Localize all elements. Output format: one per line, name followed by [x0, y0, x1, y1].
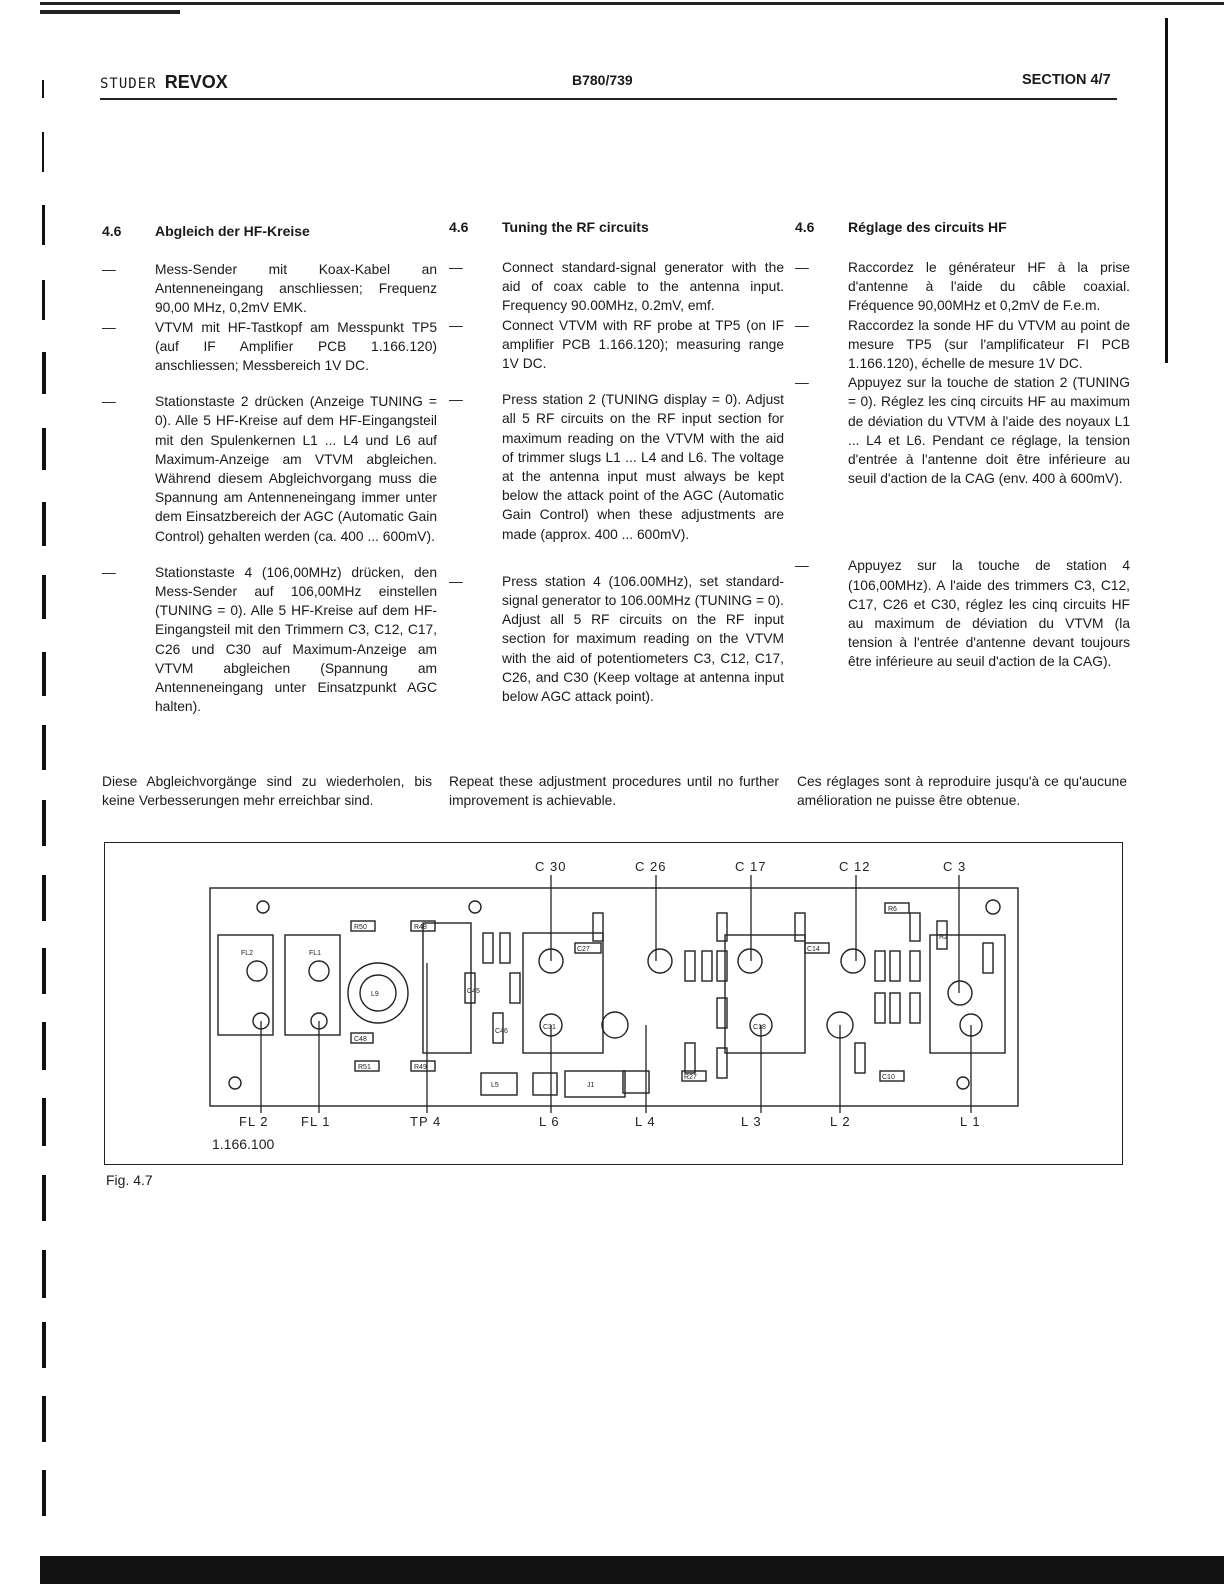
- part-label: C10: [882, 1074, 895, 1081]
- binder-mark: [42, 1396, 46, 1442]
- bottom-label: TP 4: [410, 1114, 442, 1129]
- bottom-label: L 2: [830, 1114, 851, 1129]
- binder-mark: [42, 352, 46, 394]
- fl2-hole: [247, 961, 267, 981]
- part-label: FL2: [241, 950, 254, 957]
- part-label: R27: [684, 1074, 697, 1081]
- top-label: C 17: [735, 859, 767, 874]
- bottom-label: L 4: [635, 1114, 656, 1129]
- dash: —: [102, 319, 116, 335]
- binder-mark: [42, 1175, 46, 1221]
- step-item: [449, 572, 784, 706]
- step-item: [102, 392, 437, 546]
- step-text: Connect standard-signal generator with the aid of coax cable to the antenna input. Frequency 90.00MHz, 0.2mV, emf.: [502, 260, 784, 314]
- part-label: L9: [371, 991, 379, 998]
- top-label: C 26: [635, 859, 667, 874]
- step-text: Stationstaste 2 drücken (Anzeige TUNING = 0). Alle 5 HF-Kreise auf dem HF-Eingangsteil mit den Spulenkernen L1 ... L4 und L6 auf Maximum-Anzeige am VTVM abgleichen. Während diesem Abgleichvorgang muss die Spannung am Antenneneingang immer unter dem Einsatzbereich der AGC (Automatic Gain Control) gehalten werden (ca. 400 ... 600mV).: [155, 394, 437, 544]
- pcb-figure: [104, 842, 1123, 1165]
- section-title: Réglage des circuits HF: [848, 219, 1007, 235]
- figure-caption: Fig. 4.7: [106, 1172, 153, 1188]
- dash: —: [795, 375, 809, 391]
- binder-mark: [42, 652, 46, 696]
- dash: —: [795, 260, 809, 275]
- step-text: Mess-Sender mit Koax-Kabel an Antenneneingang anschliessen; Frequenz 90,00 MHz, 0,2mV EMK.: [155, 262, 437, 316]
- step-text: VTVM mit HF-Tastkopf am Messpunkt TP5 (auf IF Amplifier PCB 1.166.120) anschliessen; Messbereich 1V DC.: [155, 319, 437, 374]
- dash: —: [449, 260, 463, 275]
- column-german: [102, 222, 437, 716]
- step-item: [449, 316, 784, 374]
- step-text: Connect VTVM with RF probe at TP5 (on IF amplifier PCB 1.166.120); measuring range 1V DC.: [502, 317, 784, 372]
- part-label: C14: [807, 946, 820, 953]
- footer-english: Repeat these adjustment procedures until no further improvement is achievable.: [449, 774, 779, 809]
- step-text: Stationstaste 4 (106,00MHz) drücken, den Mess-Sender auf 106,00MHz einstellen (TUNING = 0). Alle 5 HF-Kreise auf dem HF-Eingangsteil mit den Trimmern C3, C12, C17, C26 und C30 auf Maximum-Anzeige am VTVM abgleichen (Spannung am Antenneneingang unter Einsatzpunkt AGC halten).: [155, 564, 437, 715]
- dash: —: [102, 394, 116, 410]
- step-text: Appuyez sur la touche de station 2 (TUNING = 0). Réglez les cinq circuits HF au maximum de déviation du VTVM à l'aide des noyaux L1 ... L4 et L6. Pendant ce réglage, la tension d'entrée à l'antenne doit être inférieure au seuil d'action de la CAG (env. 400 à 600mV).: [848, 375, 1130, 487]
- footer-german: Diese Abgleichvorgänge sind zu wiederholen, bis keine Verbesserungen mehr erreichbar sind.: [102, 774, 432, 809]
- step-text: Raccordez la sonde HF du VTVM au point de mesure TP5 (sur l'amplificateur FI PCB 1.166.120), échelle de mesure 1V DC.: [848, 317, 1130, 372]
- part-label: C31: [543, 1024, 556, 1031]
- binder-mark: [42, 428, 46, 470]
- binder-mark: [42, 948, 46, 994]
- part-label: J1: [587, 1082, 595, 1089]
- section-heading: [795, 218, 1130, 240]
- step-text: Press station 2 (TUNING display = 0). Adjust all 5 RF circuits on the RF input section for maximum reading on the VTVM with the aid of trimmer slugs L1 ... L4 and L6. The voltage at the antenna input must always be kept below the attack point of the AGC (Automatic Gain Control) when these adjustments are made (approx. 400 ... 600mV).: [502, 392, 784, 542]
- part-label: R48: [414, 924, 427, 931]
- step-item: [795, 258, 1130, 316]
- binder-mark: [42, 80, 44, 98]
- section-title: Tuning the RF circuits: [502, 219, 649, 235]
- section-title: Abgleich der HF-Kreise: [155, 223, 310, 239]
- dash: —: [102, 564, 116, 580]
- footer-french: Ces réglages sont à reproduire jusqu'à ce qu'aucune amélioration ne puisse être obtenue.: [797, 774, 1127, 809]
- binder-mark: [42, 575, 46, 619]
- column-english: [449, 218, 784, 706]
- step-item: [795, 556, 1130, 671]
- binder-mark: [42, 800, 46, 846]
- part-label: L5: [491, 1082, 499, 1089]
- step-item: [449, 258, 784, 316]
- binder-mark: [42, 1322, 46, 1368]
- binder-mark: [42, 205, 45, 245]
- top-label: C 30: [535, 859, 567, 874]
- binder-mark: [42, 1250, 46, 1298]
- dash: —: [102, 262, 116, 277]
- binder-mark: [42, 502, 46, 546]
- part-label: R50: [354, 924, 367, 931]
- part-label: C18: [753, 1024, 766, 1031]
- dash: —: [795, 317, 809, 333]
- part-label: R49: [414, 1064, 427, 1071]
- step-item: [102, 563, 437, 717]
- dash: —: [449, 392, 463, 408]
- part-label: C45: [467, 988, 480, 995]
- brand-logo: STUDER REVOX: [100, 72, 228, 92]
- right-scan-edge: [1165, 18, 1168, 363]
- section-heading: [449, 218, 784, 240]
- bottom-label: L 1: [960, 1114, 981, 1129]
- binder-mark: [42, 875, 46, 921]
- step-item: [449, 390, 784, 544]
- binder-mark: [42, 1022, 46, 1070]
- step-item: [795, 373, 1130, 488]
- step-item: [102, 260, 437, 318]
- top-label: C 12: [839, 859, 871, 874]
- section-num: 4.6: [795, 219, 815, 235]
- part-label: C48: [354, 1036, 367, 1043]
- fl1-hole: [309, 961, 329, 981]
- step-item: [795, 316, 1130, 374]
- dash: —: [795, 558, 809, 574]
- header-rule: [100, 98, 1117, 100]
- binder-mark: [42, 280, 45, 320]
- step-text: Appuyez sur la touche de station 4 (106,00MHz). A l'aide des trimmers C3, C12, C17, C26 et C30, réglez les cinq circuits HF au maximum de déviation du VTVM (la tension à l'entrée d'antenne devant toujours être inférieure au seuil d'action de la CAG).: [848, 558, 1130, 670]
- dash: —: [449, 317, 463, 333]
- part-label: C46: [495, 1028, 508, 1035]
- pcb-number: 1.166.100: [212, 1136, 275, 1152]
- part-label: FL1: [309, 950, 322, 957]
- step-text: Raccordez le générateur HF à la prise d'antenne à l'aide du câble coaxial. Fréquence 90,00MHz et 0,2mV de F.e.m.: [848, 260, 1130, 314]
- bottom-label: FL 1: [301, 1114, 331, 1129]
- binder-mark: [42, 1098, 46, 1146]
- pcb-diagram: [105, 843, 1122, 1164]
- binder-mark: [42, 132, 44, 172]
- top-scan-edge: [40, 2, 1224, 5]
- part-label: R6: [888, 906, 897, 913]
- section-num: 4.6: [102, 223, 122, 239]
- bottom-label: FL 2: [239, 1114, 269, 1129]
- top-label: C 3: [943, 859, 967, 874]
- binder-mark: [42, 1470, 46, 1516]
- dash: —: [449, 573, 463, 589]
- step-text: Press station 4 (106.00MHz), set standard-signal generator to 106.00MHz (TUNING = 0). Adjust all 5 RF circuits on the RF input section for maximum reading on the VTVM with the aid of potentiometers C3, C12, C17, C26, and C30 (Keep voltage at antenna input below AGC attack point).: [502, 573, 784, 705]
- pcb-board-outline: [210, 888, 1018, 1106]
- binder-mark: [42, 725, 46, 770]
- bottom-label: L 6: [539, 1114, 560, 1129]
- bottom-label: L 3: [741, 1114, 762, 1129]
- section-heading: [102, 222, 437, 244]
- part-label: R51: [358, 1064, 371, 1071]
- model-number: B780/739: [572, 72, 633, 88]
- section-num: 4.6: [449, 219, 469, 235]
- column-french: [795, 218, 1130, 672]
- top-scan-mark: [40, 10, 180, 14]
- section-number: SECTION 4/7: [1022, 72, 1111, 88]
- step-item: [102, 318, 437, 376]
- bottom-scan-edge: [40, 1556, 1224, 1584]
- part-label: C27: [577, 946, 590, 953]
- part-label: R2: [939, 934, 948, 941]
